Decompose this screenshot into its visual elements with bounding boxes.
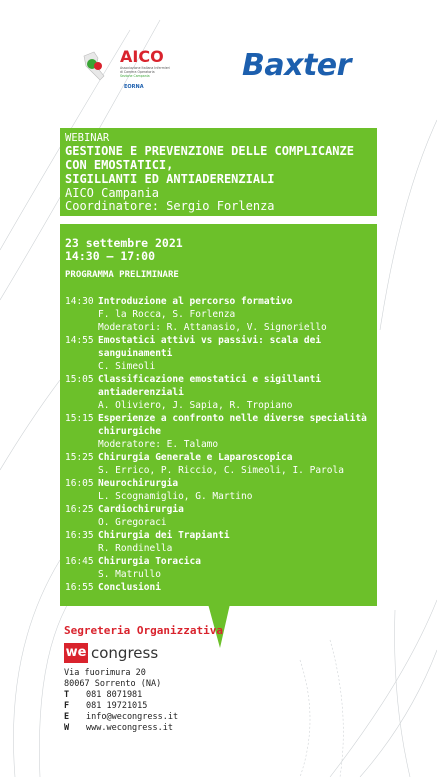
program-time: 15:05	[65, 374, 94, 385]
program-item-detail: S. Errico, P. Riccio, C. Simeoli, I. Parola	[98, 465, 344, 476]
program-item-title: Classificazione emostatici e sigillanti	[98, 374, 322, 385]
svg-text:di Camera Operatoria: di Camera Operatoria	[120, 70, 155, 74]
program-item-title: antiaderenziali	[98, 387, 184, 398]
program-item-title: Emostatici attivi vs passivi: scala dei	[98, 335, 322, 346]
contact-row	[64, 723, 173, 733]
svg-text:AICO: AICO	[120, 47, 164, 66]
program-item-detail: O. Gregoraci	[98, 517, 167, 528]
program-heading: PROGRAMMA PRELIMINARE	[65, 270, 179, 280]
program-item-detail: R. Rondinella	[98, 543, 173, 554]
program-item-title: Introduzione al percorso formativo	[98, 296, 293, 307]
title-line-3: SIGILLANTI ED ANTIADERENZIALI	[65, 172, 275, 186]
secretariat-title: Segreteria Organizzativa	[64, 624, 223, 637]
program-item-title: Cardiochirurgia	[98, 504, 184, 515]
program-item-title: Esperienze a confronto nelle diverse specialità	[98, 413, 367, 424]
program-time: 14:55	[65, 335, 94, 346]
webinar-header	[60, 128, 377, 216]
program-item-title: Neurochirurgia	[98, 478, 179, 489]
contact-key: T	[64, 690, 70, 700]
program-item-detail: F. la Rocca, S. Forlenza	[98, 309, 236, 320]
program-time: 14:30	[65, 296, 94, 307]
program-item-detail: Moderatori: R. Attanasio, V. Signoriello	[98, 322, 327, 333]
program-time: 16:35	[65, 530, 94, 541]
aico-logo	[78, 46, 196, 90]
program-item-detail: C. Simeoli	[98, 361, 156, 372]
svg-text:Associazione Italiana Infermie: Associazione Italiana Infermieri	[120, 66, 170, 70]
title-line-1: GESTIONE E PREVENZIONE DELLE COMPLICANZE	[65, 144, 354, 158]
event-time: 14:30 – 17:00	[65, 249, 156, 263]
contact-value: 081 19721015	[86, 701, 148, 711]
program-item-detail: Moderatore: E. Talamo	[98, 439, 219, 450]
program-item-title: Conclusioni	[98, 582, 161, 593]
title-line-2: CON EMOSTATICI,	[65, 158, 174, 172]
organization: AICO Campania	[65, 186, 159, 200]
program-item-detail: L. Scognamiglio, G. Martino	[98, 491, 253, 502]
webinar-label: WEBINAR	[65, 132, 110, 144]
program-time: 16:45	[65, 556, 94, 567]
program-time: 16:55	[65, 582, 94, 593]
contact-value[interactable]: info@wecongress.it	[86, 712, 179, 722]
program-time: 15:25	[65, 452, 94, 463]
event-date: 23 settembre 2021	[65, 236, 183, 250]
contact-row	[64, 712, 178, 722]
program-item-detail: A. Oliviero, J. Sapia, R. Tropiano	[98, 400, 293, 411]
address-line-1: Via fuorimura 20	[64, 668, 146, 678]
svg-text:Sezione Campania: Sezione Campania	[120, 74, 150, 78]
program-item-title: Chirurgia dei Trapianti	[98, 530, 230, 541]
contact-key: E	[64, 712, 70, 722]
contact-key: F	[64, 701, 70, 711]
coordinator: Coordinatore: Sergio Forlenza	[65, 199, 275, 213]
program-panel	[60, 224, 377, 606]
program-time: 16:05	[65, 478, 94, 489]
contact-row	[64, 701, 147, 711]
program-time: 16:25	[65, 504, 94, 515]
program-item-title: Chirurgia Toracica	[98, 556, 201, 567]
program-time: 15:15	[65, 413, 94, 424]
svg-text:EORNA: EORNA	[124, 84, 144, 90]
contact-row	[64, 690, 142, 700]
contact-value[interactable]: www.wecongress.it	[86, 723, 173, 733]
contact-key: W	[64, 723, 70, 733]
program-item-title: Chirurgia Generale e Laparoscopica	[98, 452, 293, 463]
program-item-title: chirurgiche	[98, 426, 161, 437]
contact-value: 081 8071981	[86, 690, 143, 700]
baxter-logo: Baxter	[242, 48, 351, 83]
program-item-detail: S. Matrullo	[98, 569, 161, 580]
address-line-2: 80067 Sorrento (NA)	[64, 679, 162, 689]
program-item-title: sanguinamenti	[98, 348, 173, 359]
